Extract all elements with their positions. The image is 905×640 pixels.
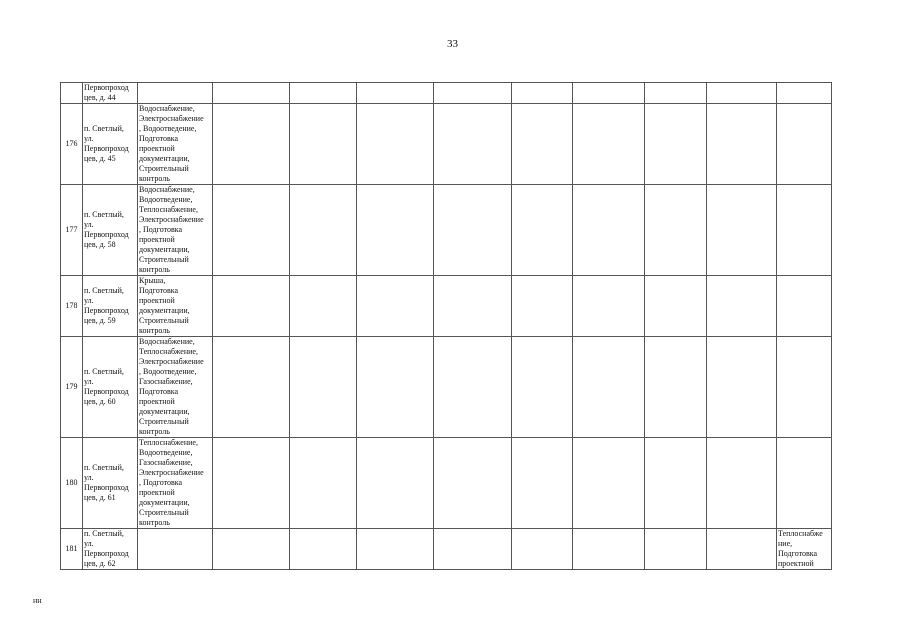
address-line: ул. bbox=[84, 473, 94, 482]
address-line: цев, д. 45 bbox=[84, 154, 116, 163]
works-cell bbox=[138, 104, 213, 185]
works-cell bbox=[138, 185, 213, 276]
address-line: п. Светлый, bbox=[84, 367, 124, 376]
works-line: контроль bbox=[139, 427, 170, 436]
empty-cell bbox=[213, 337, 290, 438]
address-cell bbox=[83, 185, 138, 276]
empty-cell bbox=[290, 529, 357, 570]
works-line: Строительный bbox=[139, 255, 189, 264]
works-line: проектной bbox=[139, 397, 175, 406]
empty-cell bbox=[512, 529, 573, 570]
empty-cell bbox=[434, 529, 512, 570]
works-line: Электроснабжение bbox=[139, 357, 204, 366]
row-number: 179 bbox=[61, 337, 83, 438]
works-line: контроль bbox=[139, 174, 170, 183]
address-line: Первопроход bbox=[84, 387, 129, 396]
empty-cell bbox=[512, 83, 573, 104]
empty-cell bbox=[434, 104, 512, 185]
table-row bbox=[61, 438, 832, 529]
empty-cell bbox=[707, 337, 777, 438]
empty-cell bbox=[213, 529, 290, 570]
address-cell bbox=[83, 83, 138, 104]
empty-cell bbox=[645, 337, 707, 438]
address-cell bbox=[83, 529, 138, 570]
works-table bbox=[60, 82, 832, 570]
last-column-cell bbox=[777, 337, 832, 438]
address-line: ул. bbox=[84, 220, 94, 229]
works-cell bbox=[138, 83, 213, 104]
last-column-cell bbox=[777, 276, 832, 337]
table-row bbox=[61, 104, 832, 185]
table-row bbox=[61, 337, 832, 438]
empty-cell bbox=[357, 83, 434, 104]
row-number: 180 bbox=[61, 438, 83, 529]
empty-cell bbox=[434, 83, 512, 104]
last-column-cell bbox=[777, 438, 832, 529]
works-line: Строительный bbox=[139, 164, 189, 173]
works-line: Электроснабжение bbox=[139, 468, 204, 477]
address-line: Первопроход bbox=[84, 144, 129, 153]
empty-cell bbox=[707, 529, 777, 570]
empty-cell bbox=[512, 438, 573, 529]
empty-cell bbox=[357, 337, 434, 438]
table-row bbox=[61, 529, 832, 570]
works-line: , Подготовка bbox=[139, 478, 183, 487]
address-line: п. Светлый, bbox=[84, 124, 124, 133]
address-line: п. Светлый, bbox=[84, 463, 124, 472]
address-line: цев, д. 60 bbox=[84, 397, 116, 406]
last-column-line: Теплоснабже bbox=[778, 529, 823, 538]
empty-cell bbox=[434, 276, 512, 337]
row-number: 176 bbox=[61, 104, 83, 185]
empty-cell bbox=[707, 104, 777, 185]
works-line: проектной bbox=[139, 235, 175, 244]
works-line: Подготовка bbox=[139, 387, 179, 396]
empty-cell bbox=[573, 529, 645, 570]
empty-cell bbox=[213, 104, 290, 185]
works-line: Газоснабжение, bbox=[139, 377, 193, 386]
empty-cell bbox=[573, 83, 645, 104]
works-cell bbox=[138, 337, 213, 438]
empty-cell bbox=[290, 276, 357, 337]
address-line: п. Светлый, bbox=[84, 529, 124, 538]
last-column-cell bbox=[777, 529, 832, 570]
row-number: 181 bbox=[61, 529, 83, 570]
empty-cell bbox=[512, 276, 573, 337]
empty-cell bbox=[645, 438, 707, 529]
empty-cell bbox=[434, 185, 512, 276]
works-line: документации, bbox=[139, 407, 190, 416]
works-line: Водоснабжение, bbox=[139, 104, 195, 113]
empty-cell bbox=[213, 185, 290, 276]
works-line: Электроснабжение bbox=[139, 114, 204, 123]
last-column-line: проектной bbox=[778, 559, 814, 568]
empty-cell bbox=[707, 276, 777, 337]
last-column-cell bbox=[777, 83, 832, 104]
works-line: Водоснабжение, bbox=[139, 185, 195, 194]
address-line: ул. bbox=[84, 377, 94, 386]
empty-cell bbox=[512, 185, 573, 276]
address-line: ул. bbox=[84, 134, 94, 143]
works-cell bbox=[138, 438, 213, 529]
empty-cell bbox=[645, 83, 707, 104]
empty-cell bbox=[573, 185, 645, 276]
works-line: , Подготовка bbox=[139, 225, 183, 234]
empty-cell bbox=[512, 104, 573, 185]
address-line: цев, д. 62 bbox=[84, 559, 116, 568]
works-line: Теплоснабжение, bbox=[139, 205, 198, 214]
address-line: цев, д. 59 bbox=[84, 316, 116, 325]
empty-cell bbox=[573, 276, 645, 337]
table-row bbox=[61, 185, 832, 276]
empty-cell bbox=[645, 529, 707, 570]
works-line: документации, bbox=[139, 498, 190, 507]
address-line: п. Светлый, bbox=[84, 286, 124, 295]
empty-cell bbox=[290, 185, 357, 276]
works-line: Крыша, bbox=[139, 276, 166, 285]
works-line: контроль bbox=[139, 518, 170, 527]
works-line: проектной bbox=[139, 488, 175, 497]
works-line: контроль bbox=[139, 265, 170, 274]
empty-cell bbox=[645, 104, 707, 185]
row-number bbox=[61, 83, 83, 104]
address-cell bbox=[83, 276, 138, 337]
empty-cell bbox=[645, 185, 707, 276]
works-line: Водоотведение, bbox=[139, 448, 193, 457]
address-line: цев, д. 58 bbox=[84, 240, 116, 249]
empty-cell bbox=[434, 337, 512, 438]
empty-cell bbox=[290, 83, 357, 104]
empty-cell bbox=[357, 185, 434, 276]
footer-mark: нн bbox=[33, 596, 42, 605]
empty-cell bbox=[707, 83, 777, 104]
empty-cell bbox=[573, 337, 645, 438]
last-column-cell bbox=[777, 185, 832, 276]
works-line: Водоотведение, bbox=[139, 195, 193, 204]
empty-cell bbox=[290, 337, 357, 438]
empty-cell bbox=[213, 438, 290, 529]
works-line: Подготовка bbox=[139, 286, 179, 295]
works-line: Строительный bbox=[139, 417, 189, 426]
works-cell bbox=[138, 529, 213, 570]
empty-cell bbox=[645, 276, 707, 337]
works-line: Строительный bbox=[139, 508, 189, 517]
empty-cell bbox=[290, 104, 357, 185]
works-line: Водоснабжение, bbox=[139, 337, 195, 346]
empty-cell bbox=[213, 276, 290, 337]
works-line: документации, bbox=[139, 245, 190, 254]
works-line: проектной bbox=[139, 296, 175, 305]
row-number: 177 bbox=[61, 185, 83, 276]
works-line: , Водоотведение, bbox=[139, 367, 197, 376]
works-line: контроль bbox=[139, 326, 170, 335]
address-line: Первопроход bbox=[84, 549, 129, 558]
address-line: Первопроход bbox=[84, 306, 129, 315]
address-line: Первопроход bbox=[84, 230, 129, 239]
last-column-line: ние, bbox=[778, 539, 793, 548]
empty-cell bbox=[707, 438, 777, 529]
empty-cell bbox=[573, 438, 645, 529]
empty-cell bbox=[357, 276, 434, 337]
works-line: Подготовка bbox=[139, 134, 179, 143]
empty-cell bbox=[573, 104, 645, 185]
empty-cell bbox=[290, 438, 357, 529]
last-column-line: Подготовка bbox=[778, 549, 818, 558]
works-cell bbox=[138, 276, 213, 337]
address-cell bbox=[83, 438, 138, 529]
table-row bbox=[61, 83, 832, 104]
address-cell bbox=[83, 104, 138, 185]
row-number: 178 bbox=[61, 276, 83, 337]
works-line: Теплоснабжение, bbox=[139, 347, 198, 356]
empty-cell bbox=[357, 529, 434, 570]
address-line: ул. bbox=[84, 539, 94, 548]
empty-cell bbox=[213, 83, 290, 104]
address-line: цев, д. 44 bbox=[84, 93, 116, 102]
works-line: документации, bbox=[139, 154, 190, 163]
empty-cell bbox=[434, 438, 512, 529]
works-line: проектной bbox=[139, 144, 175, 153]
works-line: Строительный bbox=[139, 316, 189, 325]
empty-cell bbox=[707, 185, 777, 276]
address-line: Первопроход bbox=[84, 83, 129, 92]
address-line: п. Светлый, bbox=[84, 210, 124, 219]
works-line: , Водоотведение, bbox=[139, 124, 197, 133]
address-line: Первопроход bbox=[84, 483, 129, 492]
works-line: Газоснабжение, bbox=[139, 458, 193, 467]
table-row bbox=[61, 276, 832, 337]
works-line: Теплоснабжение, bbox=[139, 438, 198, 447]
address-line: ул. bbox=[84, 296, 94, 305]
empty-cell bbox=[357, 438, 434, 529]
address-cell bbox=[83, 337, 138, 438]
works-line: Электроснабжение bbox=[139, 215, 204, 224]
last-column-cell bbox=[777, 104, 832, 185]
empty-cell bbox=[512, 337, 573, 438]
page-number: 33 bbox=[447, 38, 458, 50]
empty-cell bbox=[357, 104, 434, 185]
works-line: документации, bbox=[139, 306, 190, 315]
address-line: цев, д. 61 bbox=[84, 493, 116, 502]
